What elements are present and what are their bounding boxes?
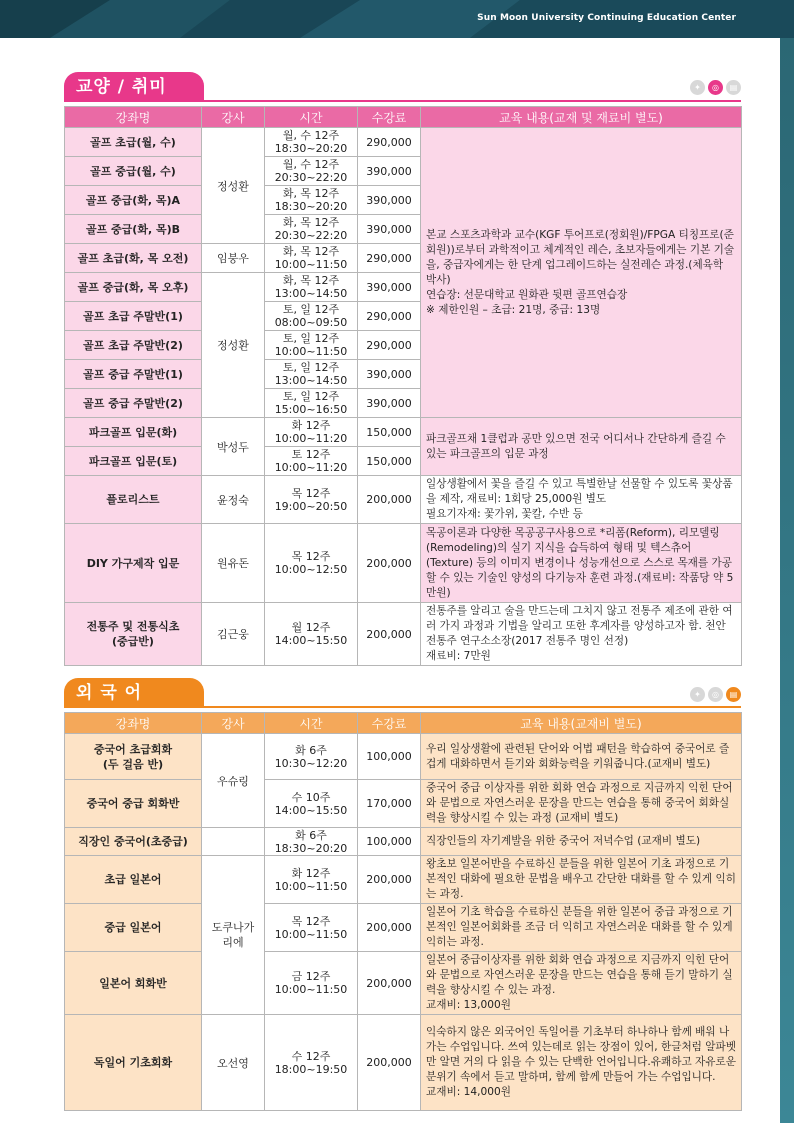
course-time: 화 6주 10:30~12:20 (265, 734, 358, 780)
course-name: 골프 중급 주말반(1) (65, 360, 202, 389)
course-fee: 390,000 (358, 389, 421, 418)
table-header-row (65, 713, 742, 734)
course-name: 골프 중급(화, 목)A (65, 186, 202, 215)
instructor: 임붕우 (202, 244, 265, 273)
course-name: 골프 초급 주말반(2) (65, 331, 202, 360)
instructor: 윤정숙 (202, 476, 265, 524)
table-row (65, 780, 742, 828)
course-fee: 150,000 (358, 447, 421, 476)
table-row (65, 524, 742, 603)
table-row (65, 476, 742, 524)
table-row (65, 734, 742, 780)
instructor: 원유돈 (202, 524, 265, 603)
course-fee: 390,000 (358, 186, 421, 215)
table-row (65, 603, 742, 666)
course-fee: 200,000 (358, 1015, 421, 1111)
table-row (65, 1015, 742, 1111)
course-time: 토, 일 12주 10:00~11:50 (265, 331, 358, 360)
instructor: 정성환 (202, 128, 265, 244)
course-fee: 200,000 (358, 904, 421, 952)
course-fee: 200,000 (358, 524, 421, 603)
section-icons (690, 687, 741, 702)
course-name: DIY 가구제작 입문 (65, 524, 202, 603)
col-description: 교육 내용(교재비 별도) (421, 713, 742, 734)
course-name: 플로리스트 (65, 476, 202, 524)
col-fee: 수강료 (358, 713, 421, 734)
course-name: 골프 중급(화, 목)B (65, 215, 202, 244)
col-time: 시간 (265, 107, 358, 128)
course-description: 익숙하지 않은 외국어인 독일어를 기초부터 하나하나 함께 배워 나가는 수업입니다. 쓰여 있는데로 읽는 장점이 있어, 한글처럼 알파벳만 알면 거의 다 읽을 수 있는 단백한 언어입니다.유쾌하고 자유로운 분위기 속에서 듣고 말하며, 함께 함께 만들어 가는 수업입니다. 교재비: 14,000원 (421, 1015, 742, 1111)
course-name: 초급 일본어 (65, 856, 202, 904)
section-title-culture: 교양 / 취미 (64, 72, 204, 102)
table-row (65, 418, 742, 447)
course-name: 골프 초급(화, 목 오전) (65, 244, 202, 273)
table-row (65, 952, 742, 1015)
section-underline (64, 100, 741, 102)
course-name: 골프 중급(월, 수) (65, 157, 202, 186)
course-name: 파크골프 입문(토) (65, 447, 202, 476)
course-fee: 170,000 (358, 780, 421, 828)
course-time: 수 12주 18:00~19:50 (265, 1015, 358, 1111)
course-fee: 200,000 (358, 856, 421, 904)
instructor: 오선영 (202, 1015, 265, 1111)
course-name: 독일어 기초회화 (65, 1015, 202, 1111)
course-time: 금 12주 10:00~11:50 (265, 952, 358, 1015)
course-time: 목 12주 10:00~12:50 (265, 524, 358, 603)
course-time: 월, 수 12주 20:30~22:20 (265, 157, 358, 186)
course-fee: 390,000 (358, 215, 421, 244)
table-row (65, 904, 742, 952)
course-fee: 290,000 (358, 302, 421, 331)
bulb-icon: ✦ (690, 687, 705, 702)
instructor: 정성환 (202, 273, 265, 418)
course-time: 화, 목 12주 10:00~11:50 (265, 244, 358, 273)
instructor: 도쿠나가 리에 (202, 856, 265, 1015)
book-icon: ▤ (726, 687, 741, 702)
col-fee: 수강료 (358, 107, 421, 128)
course-time: 목 12주 19:00~20:50 (265, 476, 358, 524)
course-time: 월 12주 14:00~15:50 (265, 603, 358, 666)
table-row (65, 856, 742, 904)
course-name: 일본어 회화반 (65, 952, 202, 1015)
col-description: 교육 내용(교재 및 재료비 별도) (421, 107, 742, 128)
course-fee: 290,000 (358, 128, 421, 157)
col-instructor: 강사 (202, 713, 265, 734)
course-time: 화, 목 12주 18:30~20:20 (265, 186, 358, 215)
course-time: 토, 일 12주 08:00~09:50 (265, 302, 358, 331)
course-description: 우리 일상생활에 관련된 단어와 어법 패턴을 학습하여 중국어로 즐겁게 대화하면서 듣기와 회화능력을 키워줍니다.(교재비 별도) (421, 734, 742, 780)
course-name: 전통주 및 전통식초 (중급반) (65, 603, 202, 666)
bulb-icon: ✦ (690, 80, 705, 95)
course-description: 전통주를 알리고 술을 만드는데 그치지 않고 전통주 제조에 관한 여러 가지 과정과 기법을 알리고 또한 후계자를 양성하고자 함. 천안 전통주 연구소소장(2017 전통주 명인 선정) 재료비: 7만원 (421, 603, 742, 666)
course-description: 본교 스포츠과학과 교수(KGF 투어프로(정회원)/FPGA 티칭프로(준회원))로부터 과학적이고 체계적인 레슨, 초보자들에게는 기본 기술을, 중급자에게는 한 단계 업그레이드하는 실전레슨 과정.(체육학 박사) 연습장: 선문대학교 원화관 뒷편 골프연습장 ※ 제한인원 – 초급: 21명, 중급: 13명 (421, 128, 742, 418)
section-icons (690, 80, 741, 95)
course-description: 중국어 중급 이상자를 위한 회화 연습 과정으로 지금까지 익힌 단어와 문법으로 자연스러운 문장을 만드는 연습을 통해 중국어 회화실력을 향상시킬 수 있는 과정 (교재비 별도) (421, 780, 742, 828)
course-fee: 290,000 (358, 331, 421, 360)
instructor: 김근웅 (202, 603, 265, 666)
course-fee: 200,000 (358, 603, 421, 666)
course-name: 중국어 초급회화 (두 걸음 반) (65, 734, 202, 780)
course-description: 일상생활에서 꽃을 즐길 수 있고 특별한날 선물할 수 있도록 꽃상품을 제작, 재료비: 1회당 25,000원 별도 필요기자재: 꽃가위, 꽃칼, 수반 등 (421, 476, 742, 524)
course-time: 화 12주 10:00~11:20 (265, 418, 358, 447)
course-fee: 100,000 (358, 828, 421, 856)
course-description: 일본어 중급이상자를 위한 회화 연습 과정으로 지금까지 익힌 단어와 문법으로 자연스러운 문장을 만드는 연습을 통해 듣기 말하기 실력을 향상시킬 수 있는 과정. 교재비: 13,000원 (421, 952, 742, 1015)
course-name: 골프 초급(월, 수) (65, 128, 202, 157)
language-course-table (64, 712, 742, 1111)
col-course: 강좌명 (65, 713, 202, 734)
col-time: 시간 (265, 713, 358, 734)
course-time: 토, 일 12주 15:00~16:50 (265, 389, 358, 418)
course-description: 목공이론과 다양한 목공공구사용으로 *리폼(Reform), 리모델링(Remodeling)의 실기 지식을 습득하여 형태 및 텍스츄어(Texture) 등의 이미지 변경이나 성능개선으로 스스로 목재를 가공할 수 있는 기술인 양성의 다기능자 훈련 과정.(재료비: 작품당 약 5만원) (421, 524, 742, 603)
table-row (65, 128, 742, 157)
course-fee: 390,000 (358, 273, 421, 302)
course-name: 중국어 중급 회화반 (65, 780, 202, 828)
course-description: 파크골프채 1클럽과 공만 있으면 전국 어디서나 간단하게 즐길 수 있는 파크골프의 입문 과정 (421, 418, 742, 476)
section-underline (64, 706, 741, 708)
course-time: 월, 수 12주 18:30~20:20 (265, 128, 358, 157)
course-name: 골프 초급 주말반(1) (65, 302, 202, 331)
course-time: 화, 목 12주 20:30~22:20 (265, 215, 358, 244)
top-banner (0, 0, 794, 38)
course-time: 목 12주 10:00~11:50 (265, 904, 358, 952)
course-name: 직장인 중국어(초중급) (65, 828, 202, 856)
course-time: 화 6주 18:30~20:20 (265, 828, 358, 856)
col-course: 강좌명 (65, 107, 202, 128)
table-header-row (65, 107, 742, 128)
side-stripe (780, 38, 794, 1123)
instructor (202, 828, 265, 856)
course-name: 골프 중급 주말반(2) (65, 389, 202, 418)
course-description: 직장인들의 자기계발을 위한 중국어 저녁수업 (교재비 별도) (421, 828, 742, 856)
course-description: 일본어 기초 학습을 수료하신 분들을 위한 일본어 중급 과정으로 기본적인 일본어회화를 조금 더 익히고 자연스러운 대화를 할 수 있게 익히는 과정. (421, 904, 742, 952)
course-fee: 200,000 (358, 952, 421, 1015)
course-time: 토 12주 10:00~11:20 (265, 447, 358, 476)
globe-icon: ◎ (708, 80, 723, 95)
section-title-language: 외 국 어 (64, 678, 204, 708)
course-fee: 200,000 (358, 476, 421, 524)
instructor: 우슈링 (202, 734, 265, 828)
globe-icon: ◎ (708, 687, 723, 702)
course-fee: 150,000 (358, 418, 421, 447)
course-fee: 390,000 (358, 360, 421, 389)
book-icon: ▤ (726, 80, 741, 95)
course-time: 화 12주 10:00~11:50 (265, 856, 358, 904)
course-description: 왕초보 일본어반을 수료하신 분들을 위한 일본어 기초 과정으로 기본적인 대화에 필요한 문법을 배우고 간단한 대화를 할 수 있게 익히는 과정. (421, 856, 742, 904)
course-time: 토, 일 12주 13:00~14:50 (265, 360, 358, 389)
course-time: 수 10주 14:00~15:50 (265, 780, 358, 828)
brand-text: Sun Moon University Continuing Education Center (477, 13, 736, 23)
course-fee: 390,000 (358, 157, 421, 186)
table-row (65, 828, 742, 856)
course-fee: 290,000 (358, 244, 421, 273)
course-name: 중급 일본어 (65, 904, 202, 952)
instructor: 박성두 (202, 418, 265, 476)
course-fee: 100,000 (358, 734, 421, 780)
col-instructor: 강사 (202, 107, 265, 128)
culture-course-table (64, 106, 742, 666)
course-name: 골프 중급(화, 목 오후) (65, 273, 202, 302)
course-name: 파크골프 입문(화) (65, 418, 202, 447)
course-time: 화, 목 12주 13:00~14:50 (265, 273, 358, 302)
